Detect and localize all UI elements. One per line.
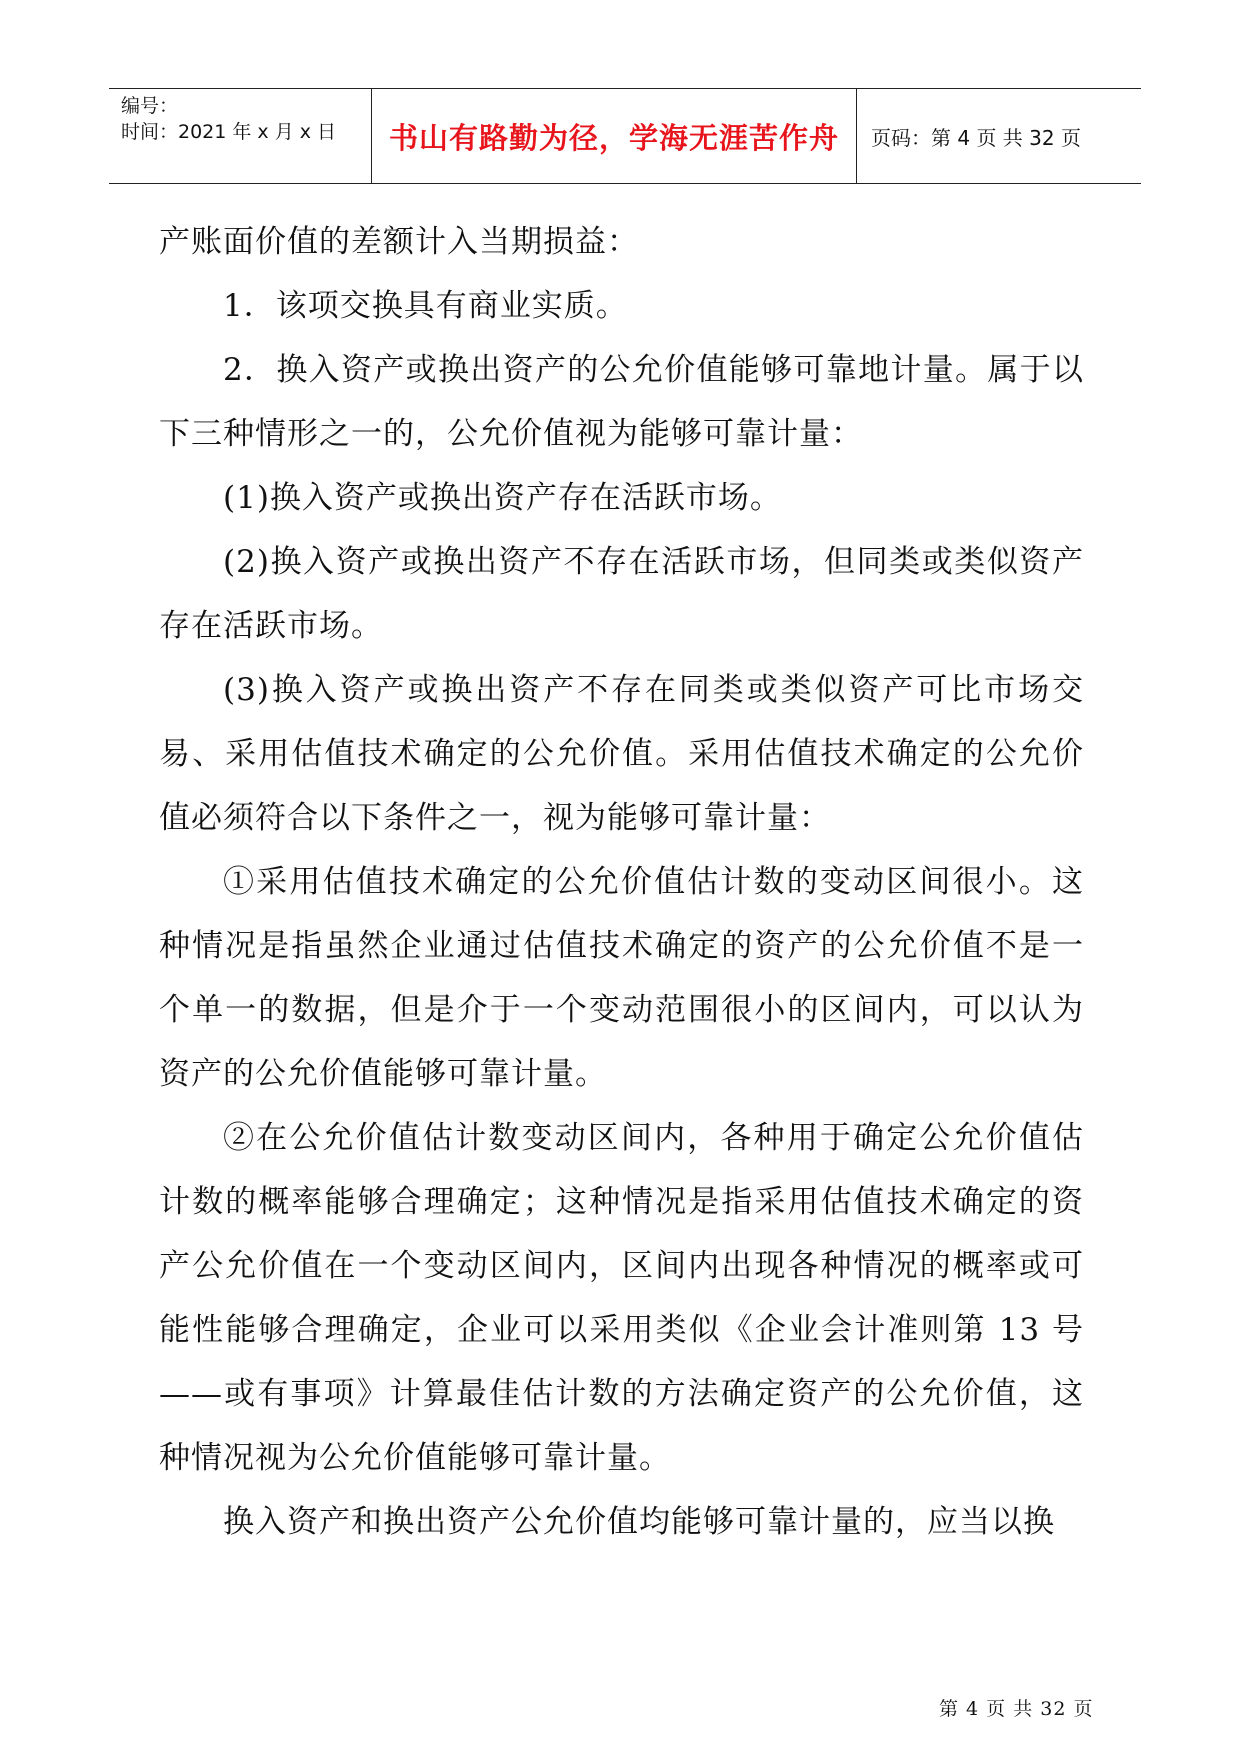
- document-time-label: 时间：2021 年 x 月 x 日: [121, 121, 337, 143]
- paragraph: 2．换入资产或换出资产的公允价值能够可靠地计量。属于以下三种情形之一的，公允价值视为能够可靠计量：: [159, 352, 1084, 452]
- paragraph: (3)换入资产或换出资产不存在同类或类似资产可比市场交易、采用估值技术确定的公允价值。采用估值技术确定的公允价值必须符合以下条件之一，视为能够可靠计量：: [159, 672, 1084, 836]
- page-header: [109, 88, 1141, 184]
- paragraph: (2)换入资产或换出资产不存在活跃市场，但同类或类似资产存在活跃市场。: [159, 544, 1084, 644]
- paragraph: ①采用估值技术确定的公允价值估计数的变动区间很小。这种情况是指虽然企业通过估值技术确定的资产的公允价值不是一个单一的数据，但是介于一个变动范围很小的区间内，可以认为资产的公允价值能够可靠计量。: [159, 864, 1084, 1092]
- paragraph: ②在公允价值估计数变动区间内，各种用于确定公允价值估计数的概率能够合理确定；这种情况是指采用估值技术确定的资产公允价值在一个变动区间内，区间内出现各种情况的概率或可能性能够合理确定，企业可以采用类似《企业会计准则第 13 号——或有事项》计算最佳估计数的方法确定资产的公允价值，这种情况视为公允价值能够可靠计量。: [159, 1120, 1084, 1476]
- document-number-label: 编号：: [121, 95, 179, 117]
- page-footer: 第 4 页 共 32 页: [939, 1698, 1094, 1720]
- paragraph: 1．该项交换具有商业实质。: [223, 288, 628, 324]
- paragraph: 产账面价值的差额计入当期损益：: [159, 224, 639, 260]
- document-body: [159, 210, 1084, 1554]
- header-motto-cell: [372, 89, 857, 183]
- header-page-label: 页码：第 4 页 共 32 页: [871, 125, 1081, 150]
- header-motto: 书山有路勤为径，学海无涯苦作舟: [388, 120, 839, 155]
- header-meta: [109, 89, 372, 183]
- paragraph: 换入资产和换出资产公允价值均能够可靠计量的，应当以换: [223, 1504, 1055, 1540]
- header-page-cell: [857, 89, 1141, 183]
- paragraph: (1)换入资产或换出资产存在活跃市场。: [223, 480, 782, 516]
